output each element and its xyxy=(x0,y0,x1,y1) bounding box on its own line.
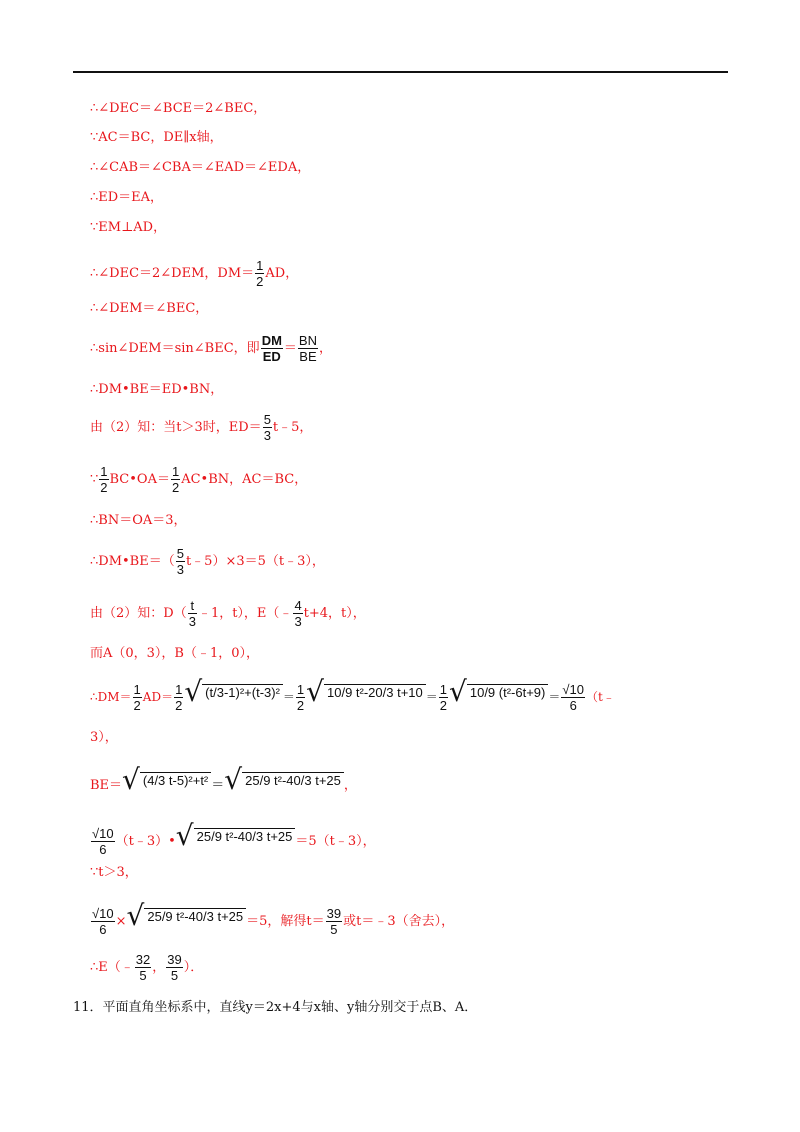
radical-7: √ 25/9 t²-40/3 t+25 xyxy=(127,902,247,930)
line-7: ∴∠DEM＝∠BEC， xyxy=(90,301,209,316)
radical-4: √ (4/3 t-5)²+t² xyxy=(122,766,211,794)
line-8-eq: ＝ xyxy=(283,341,297,356)
line-6-tail: AD， xyxy=(265,266,299,281)
line-11-because: ∵ xyxy=(90,472,99,487)
radical-6: √ 25/9 t²-40/3 t+25 xyxy=(176,822,296,850)
line-13-text: ∴DM•BE＝（ xyxy=(90,554,175,569)
fraction-four-thirds: $\frac{4}{3}$ xyxy=(294,598,302,629)
line-14 xyxy=(90,598,366,629)
question-11: 11．平面直角坐标系中，直线y＝2x+4与x轴、y轴分别交于点B、A． xyxy=(73,1000,478,1015)
line-14-mid: ﹣1，t），E（﹣ xyxy=(197,606,293,621)
line-18: BE＝ √ (4/3 t-5)²+t² ＝ √ 25/9 t²-40/3 t+25 ， xyxy=(90,763,357,796)
line-18-text: BE＝ xyxy=(90,778,123,793)
line-6-text: ∴∠DEC＝2∠DEM，DM＝ xyxy=(90,266,255,281)
line-12: ∴BN＝OA＝3， xyxy=(90,513,187,528)
header-rule xyxy=(73,71,728,73)
fraction-39-5-b: $\frac{39}{5}$ xyxy=(167,952,182,983)
line-16-text: ∴DM＝ xyxy=(90,690,132,704)
line-21-tail: 或t＝﹣3（舍去）， xyxy=(343,914,455,929)
line-10-text: 由（2）知：当t＞3时，ED＝ xyxy=(90,420,262,435)
line-10 xyxy=(90,412,312,443)
fraction-half: $\frac{1}{2}$ xyxy=(256,258,264,289)
radical-1: √ (t/3-1)²+(t-3)² xyxy=(184,678,283,706)
line-8-tail: ， xyxy=(318,341,332,356)
line-9: ∴DM•BE＝ED•BN， xyxy=(90,382,224,397)
radical-5: √ 25/9 t²-40/3 t+25 xyxy=(224,766,344,794)
fraction-half-c: $\frac{1}{2}$ xyxy=(133,682,141,713)
fraction-five-thirds: $\frac{5}{3}$ xyxy=(263,412,271,443)
line-22 xyxy=(90,952,203,983)
line-19-tail: ＝5（t﹣3）， xyxy=(295,834,376,849)
fraction-dm-ed: $\frac{DM}{ED}$ xyxy=(261,333,282,364)
fraction-half-d: $\frac{1}{2}$ xyxy=(175,682,183,713)
line-22-text: ∴E（﹣ xyxy=(90,960,134,975)
line-21 xyxy=(90,899,455,937)
line-16-ad: AD＝ xyxy=(142,690,174,704)
line-6 xyxy=(90,258,298,289)
line-15: 而A（0，3），B（﹣1，0）， xyxy=(90,646,260,661)
fraction-39-5: $\frac{39}{5}$ xyxy=(326,906,342,937)
line-8-text: ∴sin∠DEM＝sin∠BEC，即 xyxy=(90,341,260,356)
line-22-tail: ）． xyxy=(183,960,204,975)
line-5: ∵EM⊥AD， xyxy=(90,220,167,235)
fraction-half-e: $\frac{1}{2}$ xyxy=(296,682,305,713)
line-19 xyxy=(90,819,376,857)
line-21-times: × xyxy=(115,914,127,929)
line-16-tail: （t﹣ xyxy=(586,690,615,704)
line-16: ∴DM＝ $\frac{1}{2}$ AD＝ $\frac{1}{2}$ √ (t/3-1)²+(t-3)² ＝ $\frac{1}{2}$ √ 10/9 t²-20/3 t+10 ＝ $\frac{1}{2}$ √ 10/9 (t²-6t+9) ＝ $\frac{√10}{6}$ （t﹣ xyxy=(90,675,615,713)
line-22-comma: ， xyxy=(152,960,166,975)
radical-3: √ 10/9 (t²-6t+9) xyxy=(449,678,548,706)
line-3: ∴∠CAB＝∠CBA＝∠EAD＝∠EDA， xyxy=(90,160,311,175)
line-21-mid: ＝5，解得t＝ xyxy=(246,914,325,929)
line-10-tail: t﹣5， xyxy=(272,420,313,435)
fraction-bn-be: $\frac{BN}{BE}$ xyxy=(298,333,317,364)
fraction-t-third: $\frac{t}{3}$ xyxy=(188,598,196,629)
line-11-mid: BC•OA＝ xyxy=(109,472,170,487)
fraction-sqrt10-6: $\frac{√10}{6}$ xyxy=(562,682,584,713)
line-19-mid: （t﹣3）• xyxy=(115,834,176,849)
fraction-sqrt10-6-b: $\frac{√10}{6}$ xyxy=(92,826,114,857)
line-11-tail: AC•BN，AC＝BC， xyxy=(181,472,308,487)
line-14-text: 由（2）知：D（ xyxy=(90,606,187,621)
fraction-half-a: $\frac{1}{2}$ xyxy=(100,464,108,495)
line-13-tail: t﹣5）×3＝5（t﹣3）， xyxy=(185,554,325,569)
fraction-half-b: $\frac{1}{2}$ xyxy=(171,464,180,495)
line-1: ∴∠DEC＝∠BCE＝2∠BEC， xyxy=(90,101,267,116)
fraction-32-5: $\frac{32}{5}$ xyxy=(135,952,151,983)
line-2-tail: 轴， xyxy=(196,130,223,145)
line-8 xyxy=(90,333,332,364)
line-18-tail: ， xyxy=(343,778,357,793)
radical-2: √ 10/9 t²-20/3 t+10 xyxy=(306,678,426,706)
line-17: 3）， xyxy=(90,730,118,745)
line-13 xyxy=(90,546,325,577)
line-11 xyxy=(90,464,307,495)
fraction-half-f: $\frac{1}{2}$ xyxy=(439,682,448,713)
line-20: ∵t＞3， xyxy=(90,865,138,880)
line-2 xyxy=(90,130,223,146)
fraction-five-thirds-b: $\frac{5}{3}$ xyxy=(176,546,184,577)
fraction-sqrt10-6-c: $\frac{√10}{6}$ xyxy=(92,906,114,937)
line-2-text: ∵AC＝BC，DE∥x xyxy=(90,130,197,145)
line-4: ∴ED＝EA， xyxy=(90,190,164,205)
line-14-tail: t+4，t）， xyxy=(303,606,366,621)
